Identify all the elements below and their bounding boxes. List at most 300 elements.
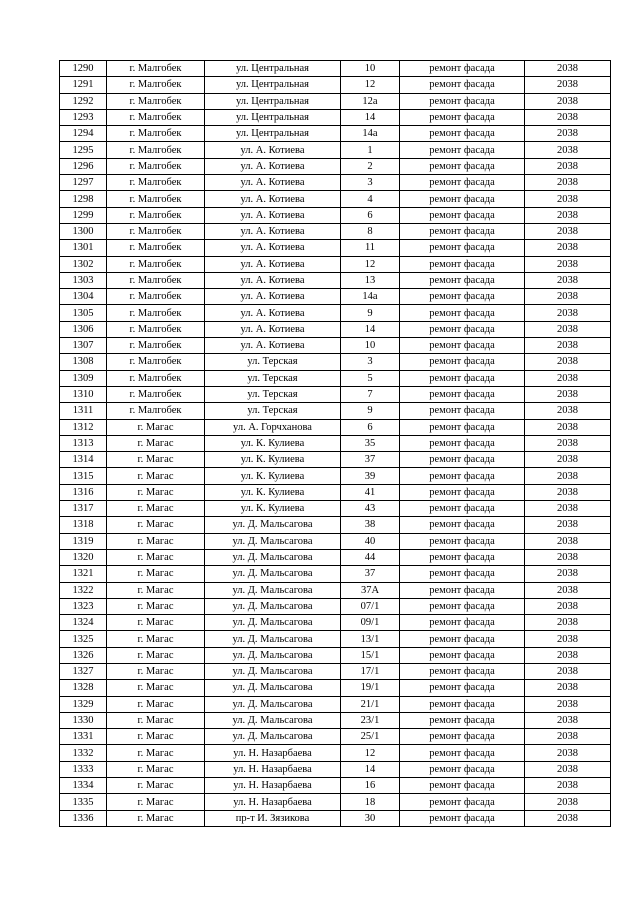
row-number-cell: 1326 — [60, 647, 107, 663]
city-cell: г. Малгобек — [107, 175, 205, 191]
table-row — [60, 175, 611, 191]
work-type-cell: ремонт фасада — [400, 566, 525, 582]
table-row — [60, 452, 611, 468]
table-row — [60, 761, 611, 777]
work-type-cell: ремонт фасада — [400, 794, 525, 810]
row-number-cell: 1296 — [60, 158, 107, 174]
house-number-cell: 14а — [341, 126, 400, 142]
year-cell: 2038 — [525, 93, 611, 109]
year-cell: 2038 — [525, 680, 611, 696]
work-type-cell: ремонт фасада — [400, 778, 525, 794]
year-cell: 2038 — [525, 745, 611, 761]
table-row — [60, 598, 611, 614]
street-cell: ул. К. Кулиева — [205, 501, 341, 517]
work-type-cell: ремонт фасада — [400, 501, 525, 517]
year-cell: 2038 — [525, 647, 611, 663]
row-number-cell: 1313 — [60, 435, 107, 451]
work-type-cell: ремонт фасада — [400, 191, 525, 207]
row-number-cell: 1309 — [60, 370, 107, 386]
work-type-cell: ремонт фасада — [400, 549, 525, 565]
work-type-cell: ремонт фасада — [400, 207, 525, 223]
city-cell: г. Малгобек — [107, 93, 205, 109]
street-cell: ул. Центральная — [205, 109, 341, 125]
street-cell: ул. Центральная — [205, 61, 341, 77]
house-number-cell: 7 — [341, 386, 400, 402]
table-row — [60, 289, 611, 305]
table-row — [60, 517, 611, 533]
city-cell: г. Малгобек — [107, 109, 205, 125]
row-number-cell: 1292 — [60, 93, 107, 109]
row-number-cell: 1321 — [60, 566, 107, 582]
work-type-cell: ремонт фасада — [400, 338, 525, 354]
table-row — [60, 566, 611, 582]
year-cell: 2038 — [525, 256, 611, 272]
street-cell: ул. Д. Мальсагова — [205, 631, 341, 647]
city-cell: г. Малгобек — [107, 321, 205, 337]
table-row — [60, 386, 611, 402]
street-cell: ул. А. Котиева — [205, 289, 341, 305]
work-type-cell: ремонт фасада — [400, 452, 525, 468]
city-cell: г. Магас — [107, 598, 205, 614]
work-type-cell: ремонт фасада — [400, 631, 525, 647]
city-cell: г. Малгобек — [107, 354, 205, 370]
row-number-cell: 1334 — [60, 778, 107, 794]
street-cell: ул. Терская — [205, 403, 341, 419]
street-cell: ул. А. Котиева — [205, 338, 341, 354]
city-cell: г. Малгобек — [107, 403, 205, 419]
street-cell: ул. Центральная — [205, 93, 341, 109]
house-number-cell: 3 — [341, 175, 400, 191]
year-cell: 2038 — [525, 794, 611, 810]
work-type-cell: ремонт фасада — [400, 126, 525, 142]
street-cell: ул. Н. Назарбаева — [205, 794, 341, 810]
city-cell: г. Магас — [107, 745, 205, 761]
street-cell: ул. А. Котиева — [205, 207, 341, 223]
city-cell: г. Магас — [107, 663, 205, 679]
year-cell: 2038 — [525, 191, 611, 207]
year-cell: 2038 — [525, 403, 611, 419]
work-type-cell: ремонт фасада — [400, 256, 525, 272]
house-number-cell: 14 — [341, 321, 400, 337]
street-cell: ул. К. Кулиева — [205, 468, 341, 484]
house-number-cell: 3 — [341, 354, 400, 370]
house-number-cell: 18 — [341, 794, 400, 810]
city-cell: г. Магас — [107, 794, 205, 810]
city-cell: г. Малгобек — [107, 207, 205, 223]
city-cell: г. Малгобек — [107, 305, 205, 321]
table-row — [60, 696, 611, 712]
row-number-cell: 1331 — [60, 729, 107, 745]
street-cell: ул. Д. Мальсагова — [205, 615, 341, 631]
street-cell: пр-т И. Зязикова — [205, 810, 341, 826]
row-number-cell: 1307 — [60, 338, 107, 354]
house-number-cell: 12 — [341, 77, 400, 93]
year-cell: 2038 — [525, 778, 611, 794]
city-cell: г. Магас — [107, 435, 205, 451]
street-cell: ул. Д. Мальсагова — [205, 517, 341, 533]
year-cell: 2038 — [525, 207, 611, 223]
row-number-cell: 1298 — [60, 191, 107, 207]
work-type-cell: ремонт фасада — [400, 305, 525, 321]
row-number-cell: 1320 — [60, 549, 107, 565]
row-number-cell: 1308 — [60, 354, 107, 370]
street-cell: ул. А. Котиева — [205, 158, 341, 174]
year-cell: 2038 — [525, 566, 611, 582]
street-cell: ул. Центральная — [205, 126, 341, 142]
row-number-cell: 1316 — [60, 484, 107, 500]
house-number-cell: 1 — [341, 142, 400, 158]
street-cell: ул. Д. Мальсагова — [205, 549, 341, 565]
work-type-cell: ремонт фасада — [400, 175, 525, 191]
city-cell: г. Малгобек — [107, 370, 205, 386]
work-type-cell: ремонт фасада — [400, 745, 525, 761]
house-number-cell: 6 — [341, 419, 400, 435]
table-row — [60, 223, 611, 239]
work-type-cell: ремонт фасада — [400, 435, 525, 451]
year-cell: 2038 — [525, 142, 611, 158]
house-number-cell: 30 — [341, 810, 400, 826]
house-number-cell: 37 — [341, 566, 400, 582]
work-type-cell: ремонт фасада — [400, 370, 525, 386]
registry-table — [59, 60, 611, 827]
row-number-cell: 1306 — [60, 321, 107, 337]
table-row — [60, 305, 611, 321]
house-number-cell: 13/1 — [341, 631, 400, 647]
row-number-cell: 1294 — [60, 126, 107, 142]
year-cell: 2038 — [525, 631, 611, 647]
row-number-cell: 1301 — [60, 240, 107, 256]
table-row — [60, 549, 611, 565]
city-cell: г. Магас — [107, 419, 205, 435]
house-number-cell: 39 — [341, 468, 400, 484]
work-type-cell: ремонт фасада — [400, 696, 525, 712]
year-cell: 2038 — [525, 289, 611, 305]
table-row — [60, 419, 611, 435]
city-cell: г. Малгобек — [107, 61, 205, 77]
city-cell: г. Малгобек — [107, 223, 205, 239]
year-cell: 2038 — [525, 109, 611, 125]
year-cell: 2038 — [525, 729, 611, 745]
street-cell: ул. Д. Мальсагова — [205, 598, 341, 614]
house-number-cell: 11 — [341, 240, 400, 256]
table-row — [60, 435, 611, 451]
city-cell: г. Малгобек — [107, 77, 205, 93]
street-cell: ул. Н. Назарбаева — [205, 745, 341, 761]
work-type-cell: ремонт фасада — [400, 272, 525, 288]
house-number-cell: 07/1 — [341, 598, 400, 614]
city-cell: г. Магас — [107, 517, 205, 533]
row-number-cell: 1329 — [60, 696, 107, 712]
house-number-cell: 6 — [341, 207, 400, 223]
house-number-cell: 12 — [341, 256, 400, 272]
year-cell: 2038 — [525, 452, 611, 468]
table-row — [60, 501, 611, 517]
table-row — [60, 647, 611, 663]
house-number-cell: 10 — [341, 338, 400, 354]
table-row — [60, 370, 611, 386]
year-cell: 2038 — [525, 158, 611, 174]
city-cell: г. Магас — [107, 712, 205, 728]
table-row — [60, 272, 611, 288]
house-number-cell: 13 — [341, 272, 400, 288]
work-type-cell: ремонт фасада — [400, 663, 525, 679]
year-cell: 2038 — [525, 696, 611, 712]
row-number-cell: 1330 — [60, 712, 107, 728]
row-number-cell: 1328 — [60, 680, 107, 696]
year-cell: 2038 — [525, 338, 611, 354]
work-type-cell: ремонт фасада — [400, 109, 525, 125]
work-type-cell: ремонт фасада — [400, 403, 525, 419]
street-cell: ул. Д. Мальсагова — [205, 696, 341, 712]
year-cell: 2038 — [525, 126, 611, 142]
street-cell: ул. А. Котиева — [205, 175, 341, 191]
house-number-cell: 15/1 — [341, 647, 400, 663]
house-number-cell: 14 — [341, 109, 400, 125]
row-number-cell: 1317 — [60, 501, 107, 517]
row-number-cell: 1310 — [60, 386, 107, 402]
row-number-cell: 1311 — [60, 403, 107, 419]
table-row — [60, 778, 611, 794]
table-row — [60, 61, 611, 77]
year-cell: 2038 — [525, 549, 611, 565]
year-cell: 2038 — [525, 419, 611, 435]
city-cell: г. Магас — [107, 631, 205, 647]
table-row — [60, 680, 611, 696]
year-cell: 2038 — [525, 240, 611, 256]
table-row — [60, 191, 611, 207]
city-cell: г. Малгобек — [107, 272, 205, 288]
street-cell: ул. Терская — [205, 386, 341, 402]
table-row — [60, 256, 611, 272]
row-number-cell: 1297 — [60, 175, 107, 191]
row-number-cell: 1322 — [60, 582, 107, 598]
year-cell: 2038 — [525, 61, 611, 77]
street-cell: ул. Д. Мальсагова — [205, 566, 341, 582]
city-cell: г. Магас — [107, 696, 205, 712]
house-number-cell: 16 — [341, 778, 400, 794]
table-row — [60, 77, 611, 93]
city-cell: г. Магас — [107, 729, 205, 745]
year-cell: 2038 — [525, 663, 611, 679]
work-type-cell: ремонт фасада — [400, 712, 525, 728]
city-cell: г. Малгобек — [107, 256, 205, 272]
table-row — [60, 354, 611, 370]
street-cell: ул. А. Котиева — [205, 223, 341, 239]
table-row — [60, 729, 611, 745]
city-cell: г. Малгобек — [107, 158, 205, 174]
street-cell: ул. Д. Мальсагова — [205, 582, 341, 598]
work-type-cell: ремонт фасада — [400, 533, 525, 549]
street-cell: ул. А. Котиева — [205, 272, 341, 288]
row-number-cell: 1312 — [60, 419, 107, 435]
row-number-cell: 1303 — [60, 272, 107, 288]
house-number-cell: 17/1 — [341, 663, 400, 679]
table-row — [60, 240, 611, 256]
house-number-cell: 37 — [341, 452, 400, 468]
row-number-cell: 1293 — [60, 109, 107, 125]
house-number-cell: 14а — [341, 289, 400, 305]
table-row — [60, 321, 611, 337]
street-cell: ул. Терская — [205, 354, 341, 370]
street-cell: ул. Н. Назарбаева — [205, 761, 341, 777]
year-cell: 2038 — [525, 305, 611, 321]
work-type-cell: ремонт фасада — [400, 354, 525, 370]
row-number-cell: 1299 — [60, 207, 107, 223]
street-cell: ул. Д. Мальсагова — [205, 729, 341, 745]
street-cell: ул. А. Котиева — [205, 321, 341, 337]
city-cell: г. Магас — [107, 549, 205, 565]
year-cell: 2038 — [525, 468, 611, 484]
street-cell: ул. К. Кулиева — [205, 452, 341, 468]
street-cell: ул. К. Кулиева — [205, 484, 341, 500]
house-number-cell: 40 — [341, 533, 400, 549]
work-type-cell: ремонт фасада — [400, 386, 525, 402]
row-number-cell: 1327 — [60, 663, 107, 679]
row-number-cell: 1332 — [60, 745, 107, 761]
work-type-cell: ремонт фасада — [400, 761, 525, 777]
city-cell: г. Магас — [107, 468, 205, 484]
work-type-cell: ремонт фасада — [400, 321, 525, 337]
house-number-cell: 19/1 — [341, 680, 400, 696]
table-row — [60, 582, 611, 598]
street-cell: ул. Н. Назарбаева — [205, 778, 341, 794]
house-number-cell: 44 — [341, 549, 400, 565]
work-type-cell: ремонт фасада — [400, 484, 525, 500]
table-row — [60, 533, 611, 549]
street-cell: ул. Д. Мальсагова — [205, 680, 341, 696]
table-row — [60, 810, 611, 826]
city-cell: г. Малгобек — [107, 289, 205, 305]
row-number-cell: 1290 — [60, 61, 107, 77]
street-cell: ул. А. Котиева — [205, 191, 341, 207]
street-cell: ул. К. Кулиева — [205, 435, 341, 451]
city-cell: г. Магас — [107, 533, 205, 549]
year-cell: 2038 — [525, 175, 611, 191]
house-number-cell: 23/1 — [341, 712, 400, 728]
row-number-cell: 1314 — [60, 452, 107, 468]
year-cell: 2038 — [525, 533, 611, 549]
city-cell: г. Магас — [107, 647, 205, 663]
street-cell: ул. Д. Мальсагова — [205, 663, 341, 679]
row-number-cell: 1319 — [60, 533, 107, 549]
street-cell: ул. А. Котиева — [205, 240, 341, 256]
row-number-cell: 1291 — [60, 77, 107, 93]
house-number-cell: 10 — [341, 61, 400, 77]
work-type-cell: ремонт фасада — [400, 93, 525, 109]
city-cell: г. Малгобек — [107, 386, 205, 402]
house-number-cell: 8 — [341, 223, 400, 239]
table-row — [60, 468, 611, 484]
house-number-cell: 12а — [341, 93, 400, 109]
table-row — [60, 615, 611, 631]
year-cell: 2038 — [525, 77, 611, 93]
year-cell: 2038 — [525, 321, 611, 337]
city-cell: г. Малгобек — [107, 338, 205, 354]
house-number-cell: 21/1 — [341, 696, 400, 712]
city-cell: г. Магас — [107, 761, 205, 777]
city-cell: г. Магас — [107, 452, 205, 468]
house-number-cell: 25/1 — [341, 729, 400, 745]
row-number-cell: 1335 — [60, 794, 107, 810]
row-number-cell: 1304 — [60, 289, 107, 305]
row-number-cell: 1295 — [60, 142, 107, 158]
street-cell: ул. А. Котиева — [205, 142, 341, 158]
table-row — [60, 663, 611, 679]
house-number-cell: 38 — [341, 517, 400, 533]
house-number-cell: 14 — [341, 761, 400, 777]
table-row — [60, 158, 611, 174]
street-cell: ул. Терская — [205, 370, 341, 386]
year-cell: 2038 — [525, 223, 611, 239]
work-type-cell: ремонт фасада — [400, 680, 525, 696]
work-type-cell: ремонт фасада — [400, 289, 525, 305]
year-cell: 2038 — [525, 484, 611, 500]
house-number-cell: 09/1 — [341, 615, 400, 631]
city-cell: г. Магас — [107, 582, 205, 598]
street-cell: ул. Центральная — [205, 77, 341, 93]
year-cell: 2038 — [525, 615, 611, 631]
city-cell: г. Магас — [107, 501, 205, 517]
house-number-cell: 4 — [341, 191, 400, 207]
row-number-cell: 1305 — [60, 305, 107, 321]
house-number-cell: 37А — [341, 582, 400, 598]
table-row — [60, 93, 611, 109]
house-number-cell: 41 — [341, 484, 400, 500]
city-cell: г. Малгобек — [107, 142, 205, 158]
work-type-cell: ремонт фасада — [400, 61, 525, 77]
city-cell: г. Малгобек — [107, 240, 205, 256]
year-cell: 2038 — [525, 761, 611, 777]
house-number-cell: 5 — [341, 370, 400, 386]
table-row — [60, 142, 611, 158]
city-cell: г. Магас — [107, 566, 205, 582]
city-cell: г. Магас — [107, 810, 205, 826]
work-type-cell: ремонт фасада — [400, 158, 525, 174]
house-number-cell: 2 — [341, 158, 400, 174]
city-cell: г. Магас — [107, 484, 205, 500]
table-row — [60, 207, 611, 223]
row-number-cell: 1318 — [60, 517, 107, 533]
work-type-cell: ремонт фасада — [400, 419, 525, 435]
year-cell: 2038 — [525, 501, 611, 517]
street-cell: ул. А. Котиева — [205, 256, 341, 272]
work-type-cell: ремонт фасада — [400, 142, 525, 158]
city-cell: г. Малгобек — [107, 126, 205, 142]
table-row — [60, 745, 611, 761]
row-number-cell: 1323 — [60, 598, 107, 614]
year-cell: 2038 — [525, 810, 611, 826]
table-row — [60, 126, 611, 142]
work-type-cell: ремонт фасада — [400, 615, 525, 631]
table-row — [60, 109, 611, 125]
year-cell: 2038 — [525, 712, 611, 728]
row-number-cell: 1336 — [60, 810, 107, 826]
table-row — [60, 794, 611, 810]
city-cell: г. Магас — [107, 615, 205, 631]
table-row — [60, 403, 611, 419]
work-type-cell: ремонт фасада — [400, 468, 525, 484]
row-number-cell: 1324 — [60, 615, 107, 631]
work-type-cell: ремонт фасада — [400, 647, 525, 663]
row-number-cell: 1300 — [60, 223, 107, 239]
city-cell: г. Магас — [107, 778, 205, 794]
row-number-cell: 1315 — [60, 468, 107, 484]
street-cell: ул. А. Горчханова — [205, 419, 341, 435]
table-row — [60, 338, 611, 354]
house-number-cell: 12 — [341, 745, 400, 761]
street-cell: ул. Д. Мальсагова — [205, 647, 341, 663]
registry-table-body — [60, 61, 611, 827]
